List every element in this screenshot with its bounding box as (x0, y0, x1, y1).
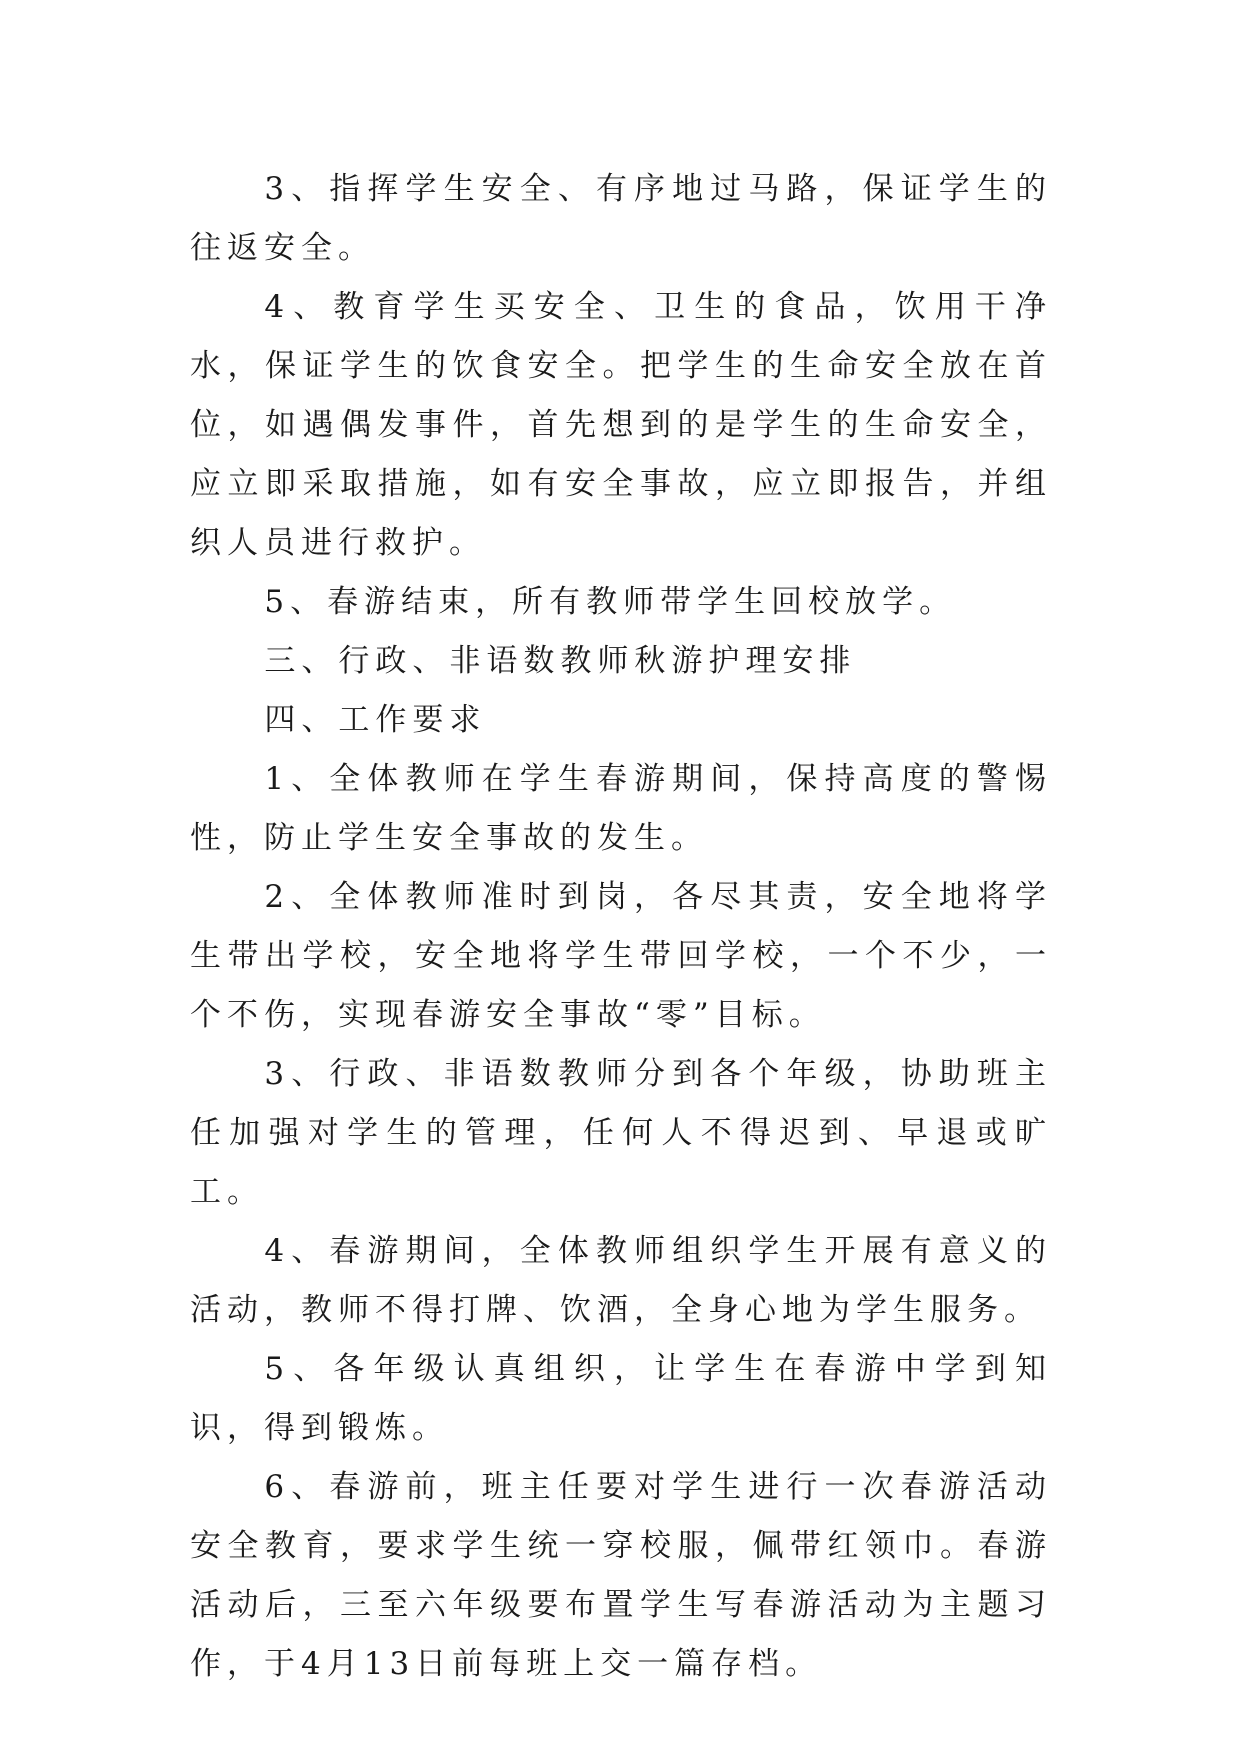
requirement-item-2: 2、全体教师准时到岗，各尽其责，安全地将学生带出学校，安全地将学生带回学校，一个不少，一个不伤，实现春游安全事故“零”目标。 (190, 879, 1052, 1033)
document-body (190, 160, 1052, 1694)
requirement-item-1: 1、全体教师在学生春游期间，保持高度的警惕性，防止学生安全事故的发生。 (190, 761, 1052, 856)
paragraph-item-5-return: 5、春游结束，所有教师带学生回校放学。 (264, 584, 957, 620)
requirement-item-6: 6、春游前，班主任要对学生进行一次春游活动安全教育，要求学生统一穿校服，佩带红领巾。春游活动后，三至六年级要布置学生写春游活动为主题习作，于4月13日前每班上交一篇存档。 (190, 1469, 1052, 1682)
section-heading-4: 四、工作要求 (264, 702, 487, 738)
section-heading-3: 三、行政、非语数教师秋游护理安排 (264, 643, 857, 679)
paragraph-item-4-food-safety: 4、教育学生买安全、卫生的食品，饮用干净水，保证学生的饮食安全。把学生的生命安全放在首位，如遇偶发事件，首先想到的是学生的生命安全，应立即采取措施，如有安全事故，应立即报告，并组织人员进行救护。 (190, 289, 1052, 561)
requirement-item-3: 3、行政、非语数教师分到各个年级，协助班主任加强对学生的管理，任何人不得迟到、早退或旷工。 (190, 1056, 1052, 1210)
paragraph-item-3-route-safety: 3、指挥学生安全、有序地过马路，保证学生的往返安全。 (190, 171, 1052, 266)
requirement-item-5: 5、各年级认真组织，让学生在春游中学到知识，得到锻炼。 (190, 1351, 1052, 1446)
requirement-item-4: 4、春游期间，全体教师组织学生开展有意义的活动，教师不得打牌、饮酒，全身心地为学生服务。 (190, 1233, 1052, 1328)
